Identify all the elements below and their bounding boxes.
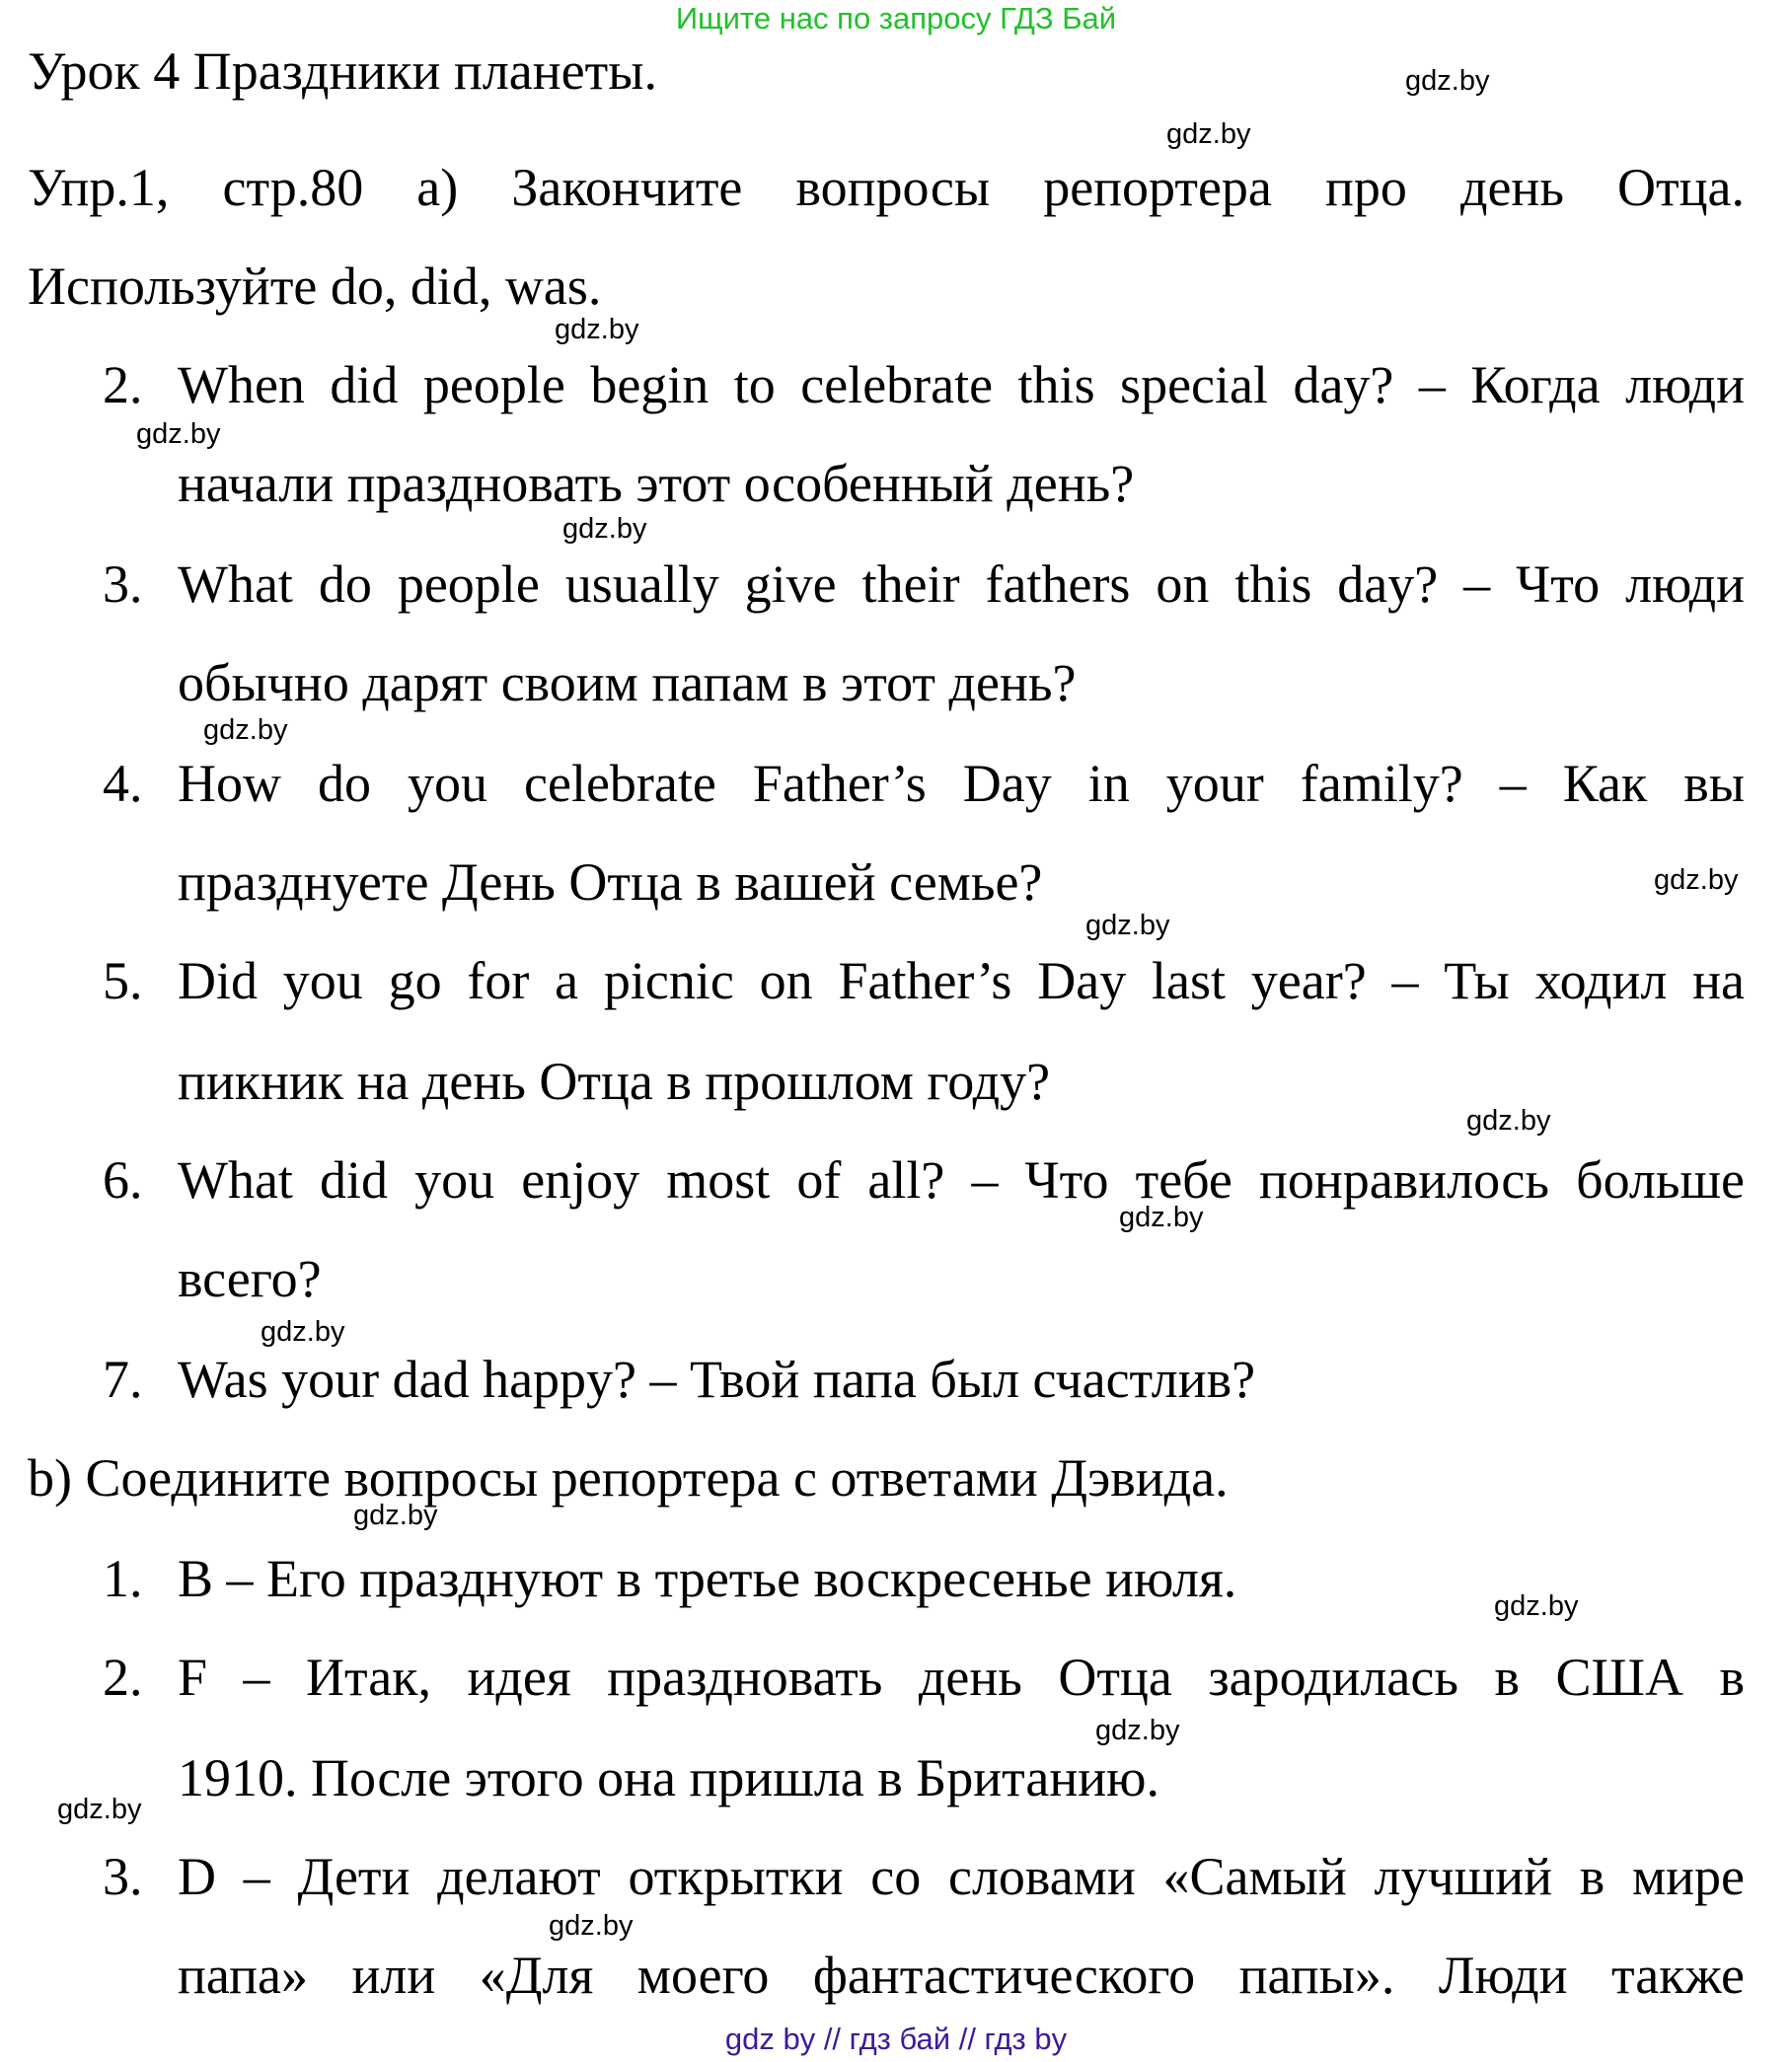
top-banner[interactable]: Ищите нас по запросу ГДЗ Бай <box>675 1 1117 36</box>
watermark: gdz.by <box>1166 118 1251 150</box>
list-item-line1: When did people begin to celebrate this special day? – Когда люди <box>178 355 1745 414</box>
item-number: 2. <box>103 355 143 414</box>
list-item-line1: How do you celebrate Father’s Day in your family? – Как вы <box>178 754 1745 813</box>
watermark: gdz.by <box>1466 1105 1551 1137</box>
list-item-line1: D – Дети делают открытки со словами «Самый лучший в мире <box>178 1847 1745 1906</box>
list-item-line1: What did you enjoy most of all? – Что тебе понравилось больше <box>178 1150 1745 1210</box>
list-item-line1: What do people usually give their fathers on this day? – Что люди <box>178 554 1745 614</box>
list-item-line2: празднуете День Отца в вашей семье? <box>178 852 1043 912</box>
item-number: 3. <box>103 554 143 614</box>
item-number: 4. <box>103 754 143 813</box>
list-item-line2: папа» или «Для моего фантастического папы». Люди также <box>178 1946 1745 2005</box>
task-a-instruction-line1: Упр.1, стр.80 а) Закончите вопросы репортера про день Отца. <box>28 158 1745 217</box>
list-item-line1: Did you go for a picnic on Father’s Day last year? – Ты ходил на <box>178 951 1745 1010</box>
watermark: gdz.by <box>562 513 647 545</box>
footer-links[interactable]: gdz by // гдз бай // гдз by <box>724 2022 1068 2056</box>
item-number: 5. <box>103 951 143 1010</box>
watermark: gdz.by <box>555 314 639 345</box>
item-number: 3. <box>103 1847 143 1906</box>
watermark: gdz.by <box>1095 1715 1180 1746</box>
watermark: gdz.by <box>1654 864 1739 896</box>
watermark: gdz.by <box>1119 1202 1204 1233</box>
watermark: gdz.by <box>261 1316 345 1348</box>
watermark: gdz.by <box>1405 65 1490 97</box>
item-number: 6. <box>103 1150 143 1210</box>
list-item-line2: начали праздновать этот особенный день? <box>178 454 1135 513</box>
item-number: 2. <box>103 1648 143 1707</box>
watermark: gdz.by <box>549 1910 634 1942</box>
watermark: gdz.by <box>57 1794 142 1825</box>
item-number: 1. <box>103 1549 143 1608</box>
watermark: gdz.by <box>203 714 288 746</box>
list-item-line1: Was your dad happy? – Твой папа был счастлив? <box>178 1350 1256 1409</box>
watermark: gdz.by <box>136 418 221 450</box>
watermark: gdz.by <box>1494 1590 1579 1622</box>
list-item-line2: пикник на день Отца в прошлом году? <box>178 1052 1051 1111</box>
task-b-heading: b) Соедините вопросы репортера с ответами Дэвида. <box>28 1448 1229 1508</box>
list-item-line2: обычно дарят своим папам в этот день? <box>178 653 1077 712</box>
list-item-line1: B – Его празднуют в третье воскресенье июля. <box>178 1549 1237 1608</box>
page-title: Урок 4 Праздники планеты. <box>28 41 658 101</box>
list-item-line2: 1910. После этого она пришла в Британию. <box>178 1748 1160 1807</box>
task-a-instruction-line2: Используйте do, did, was. <box>28 257 602 316</box>
watermark: gdz.by <box>1085 910 1170 941</box>
item-number: 7. <box>103 1350 143 1409</box>
watermark: gdz.by <box>353 1500 438 1531</box>
list-item-line2: всего? <box>178 1249 322 1308</box>
list-item-line1: F – Итак, идея праздновать день Отца зародилась в США в <box>178 1648 1745 1707</box>
